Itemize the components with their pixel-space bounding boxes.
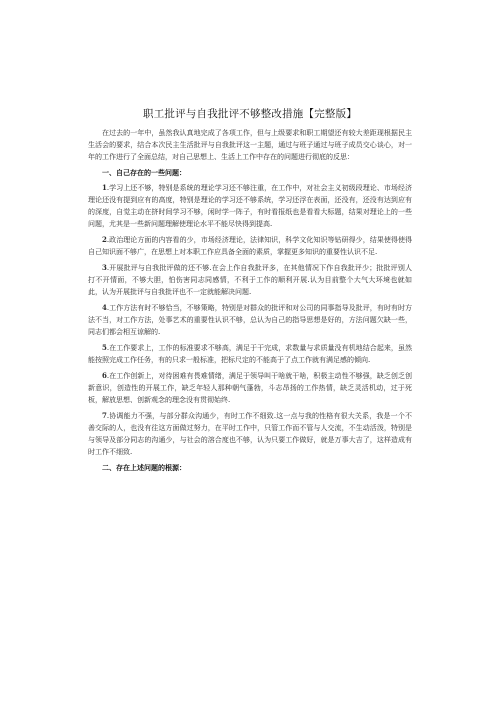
item-text: .政治理论方面的内容看的少，市场经济理论，法律知识，科学文化知识等钻研得少，结果使得使得自己知识面不够广，在思想上对本职工作应具备全面的素质，掌握更多知识的重要性认识不足. <box>88 236 412 256</box>
item-number: 7 <box>102 411 107 420</box>
list-item <box>88 234 412 258</box>
item-text: .协调能力不强，与部分群众沟通少，有时工作不细致.这一点与我的性格有很大关系，我是一个不善交际的人，也没有往这方面做过努力，在平时工作中，只管工作而不管与人交流，不生动活泼，特别是与领导及部分同志的沟通少，与社会的溶合度也不够，认为只要工作做好，就是万事大吉了，这样造成有时工作不细致. <box>88 412 412 456</box>
list-item <box>88 370 412 406</box>
section-heading-problems: 一、自己存在的一些问题： <box>102 169 186 177</box>
list-item <box>88 182 412 230</box>
item-number: 5 <box>102 343 107 352</box>
item-number: 1 <box>102 183 107 192</box>
item-text: .学习上还不够，特别是系统的理论学习还不够注重，在工作中，对社会主义初级段理论、市场经济理论还没有提到应有的高度，特别是理论的学习还不够系统，学习还浮在表面，还没有，还没有达到应有的深度，自觉主动在挤时间学习不够，闲时学一阵子，有时看报纸也是看看大标题，结果对理论上的一些问题，尤其是一些新问题理解使理论水平不能尽快得到提高. <box>88 184 412 228</box>
document-title: 职工批评与自我批评不够整改措施【完整版】 <box>143 108 357 120</box>
list-item <box>88 302 412 338</box>
item-number: 6 <box>102 371 107 380</box>
list-item <box>88 342 412 366</box>
item-text: .在工作创新上，对待困难有畏难情绪，满足于领导叫干啥就干啥，积极主动性不够强，缺乏创乏创新意识，创造性的开展工作，缺乏年轻人那种朝气蓬勃，斗志昂扬的工作热情，缺乏灵活机动，过于死板，解放思想、创新观念的理念没有贯彻始终. <box>88 372 412 404</box>
intro-paragraph: 在过去的一年中，虽然我认真地完成了各项工作，但与上级要求和职工期望还有较大差距现根据民主生活会的要求，结合本次民主生活批评与自我批评这一主题，通过与班子通过与班子成员交心谈心，对一年的工作进行了全面总结，对自己思想上、生活上工作中存在的问题进行彻底的反思： <box>88 129 412 161</box>
item-number: 4 <box>102 303 107 312</box>
item-number: 2 <box>102 235 107 244</box>
item-text: .工作方法有时不够恰当，不够策略，特别是对群众的批评和对公司的同事指导及批评，有时有时方法不当，对工作方法，处事艺术的重要性认识不够，总认为自己的指导思想是好的，方法问题欠缺一些，同志们都会相互谅解的. <box>88 304 412 336</box>
section-heading-root-causes: 二、存在上述问题的根源： <box>102 464 186 472</box>
item-text: .在工作要求上，工作的标准要求不够高，满足于干完成，求数量与求质量没有机地结合起来，虽然能按照完成工作任务，有的只求一般标准，把标尺定的不能高于了点工作就有满足感的倾向. <box>88 344 412 364</box>
document-body <box>88 106 412 477</box>
item-number: 3 <box>102 263 107 272</box>
list-item <box>88 262 412 298</box>
list-item <box>88 410 412 458</box>
item-text: .开展批评与自我批评做的还不够.在会上作自我批评多，在其他情况下作自我批评少；批批评别人打不开情面，不够大胆，怕伤害同志同感情，不利于工作的顺利开展.认为目前整个大气大环境也就如此，认为开展批评与自我批评也不一定就能解决问题. <box>88 264 412 296</box>
